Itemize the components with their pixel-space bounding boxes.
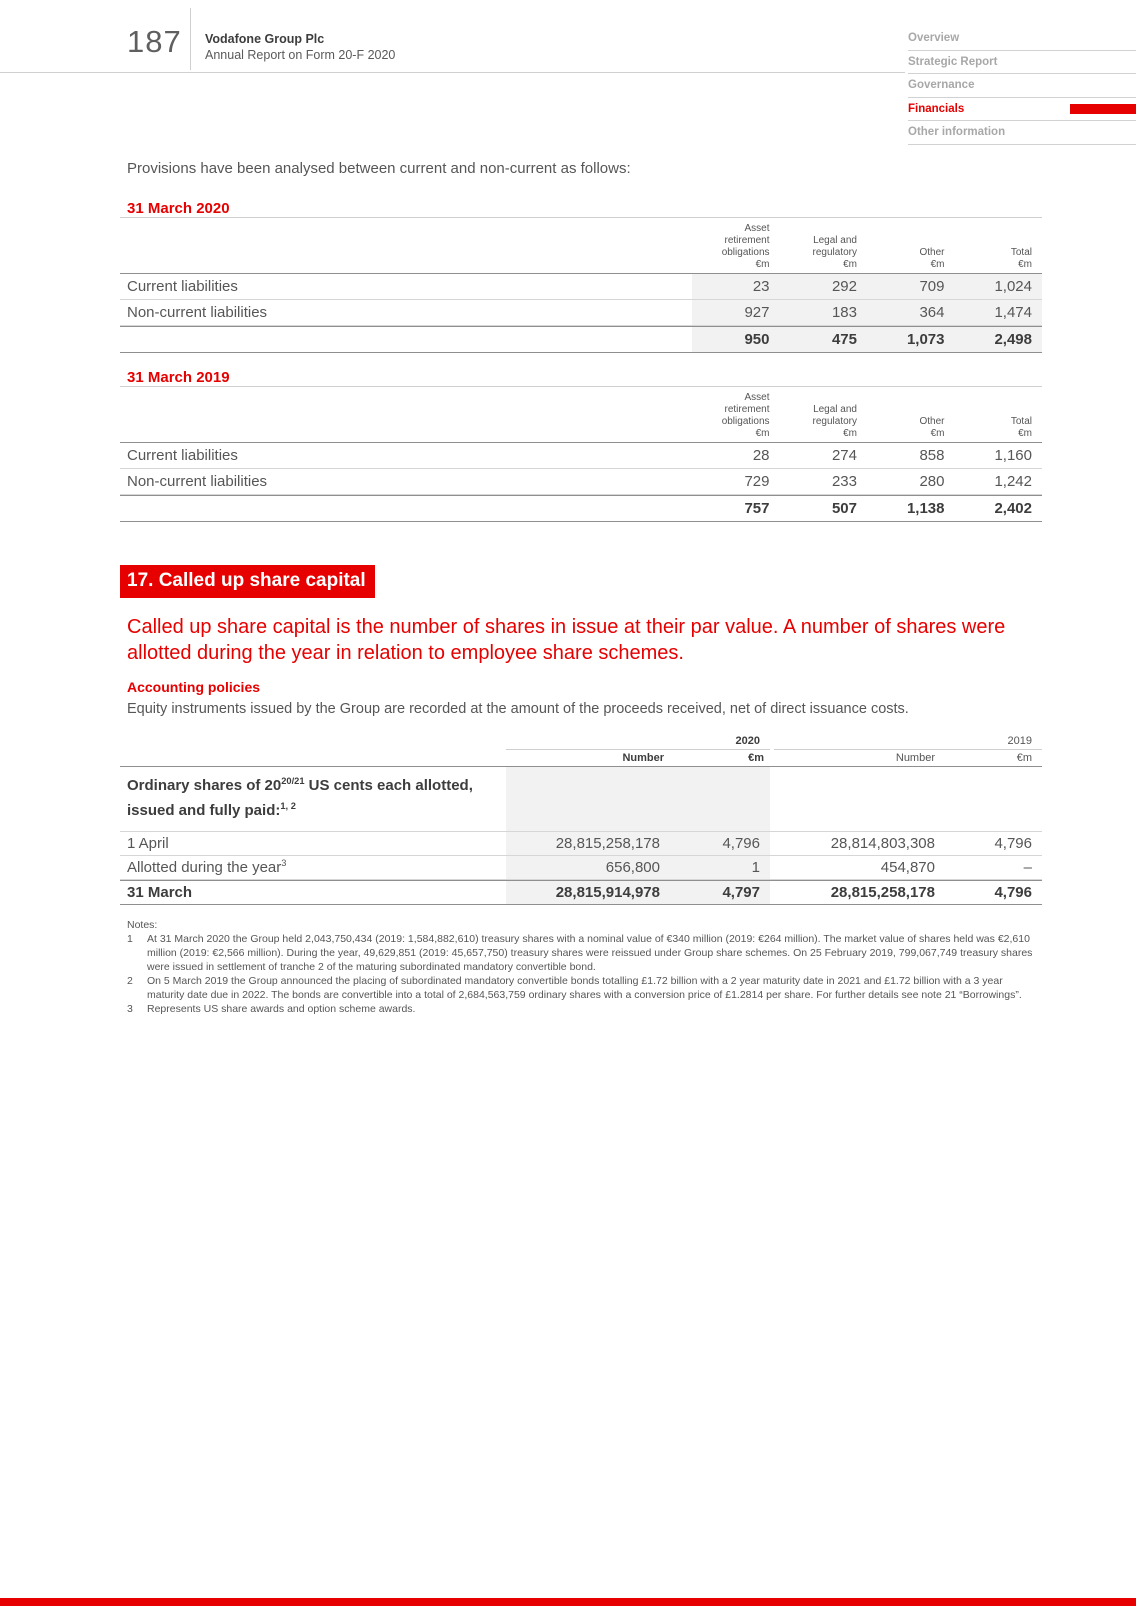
table-row-header [120,767,1042,832]
table-header-row [120,386,1042,443]
financials-indicator-bar [1070,104,1136,114]
cell-value: 858 [919,447,945,464]
cell-value: 4,797 [722,884,760,901]
row-label: Current liabilities [127,447,238,464]
footer-brand-bar [0,1598,1136,1606]
year-2020-label: 2020 [735,735,760,747]
row-header-label: Ordinary shares of $20^{20/21}$ US cents each allotted, issued and fully paid:$^{1, 2}$ [127,776,473,819]
cell-value: 28 [752,447,770,464]
nav-item-financials-label: Financials [908,102,965,115]
cell-value: 28,814,803,308 [830,835,935,852]
row-label [120,496,692,521]
column-header-eur-2019: €m [1016,752,1032,764]
row-label: Current liabilities [127,278,238,295]
cell-value: 1,024 [994,278,1032,295]
column-header: Other €m [919,416,945,439]
nav-item-strategic-report[interactable]: Strategic Report [908,51,1136,75]
year-group-underlines [120,749,1042,750]
cell-value: 2,498 [994,331,1032,348]
row-label: Non-current liabilities [127,473,268,490]
provisions-table-2020 [120,217,1042,353]
cell-value: 757 [744,500,770,517]
header-title [205,31,395,63]
cell-value: 454,870 [880,859,935,876]
share-capital-table [120,732,1042,905]
column-header-number-2019: Number [895,752,935,764]
cell-value: 475 [831,331,857,348]
cell-value: 1 [751,859,760,876]
table-2020-title: 31 March 2020 [127,200,230,217]
row-label [120,327,692,352]
cell-value: 1,160 [994,447,1032,464]
cell-value: 709 [919,278,945,295]
column-header: Asset retirement obligations €m [721,392,770,439]
column-header-number-2020: Number [622,752,664,764]
notes-section [120,918,1042,1016]
section-nav [908,27,1136,145]
row-label: 1 April [127,835,169,852]
cell-value: 28,815,914,978 [555,884,660,901]
table-total-row [120,326,1042,353]
cell-value: 364 [919,304,945,321]
company-name: Vodafone Group Plc [205,32,325,46]
section-17-heading: 17. Called up share capital [120,565,375,598]
provisions-table-2019 [120,386,1042,522]
report-title: Annual Report on Form 20-F 2020 [205,48,396,62]
fraction-superscript: 20/21 [281,776,305,786]
note-item [127,974,1042,1002]
cell-value: 280 [919,473,945,490]
page-number: 187 [127,24,182,59]
cell-value: 4,796 [994,835,1032,852]
note-ref-superscript: 3 [281,858,287,868]
cell-value: 28,815,258,178 [830,884,935,901]
table-2019-title: 31 March 2019 [127,369,230,386]
cell-value: 729 [744,473,770,490]
note-item [127,932,1042,974]
cell-value: 233 [831,473,857,490]
column-unit: €m [1018,259,1032,270]
note-text: On 5 March 2019 the Group announced the placing of subordinated mandatory convertible bonds totalling £1.72 billion with a 2 year maturity date in 2021 and £1.72 billion with a 3 year maturity date due in 2022. The bonds are convertible into a total of 2,684,563,759 ordinary shares with a conversion price of £1.2814 per share. For further details see note 21 “Borrowings”. [147,975,1022,1001]
column-unit: €m [755,259,770,270]
note-text: Represents US share awards and option scheme awards. [147,1003,416,1015]
section-17-summary: Called up share capital is the number of shares in issue at their par value. A number of shares were allotted during the year in relation to employee share schemes. [127,616,1006,664]
table-row [120,832,1042,856]
accounting-policies-heading: Accounting policies [127,679,261,695]
column-header: Legal and regulatory €m [812,404,857,439]
cell-value: 292 [831,278,857,295]
table-row [120,274,1042,300]
cell-value: 274 [831,447,857,464]
column-unit: €m [843,428,857,439]
column-header: Total €m [1010,247,1032,270]
cell-value: 28,815,258,178 [555,835,660,852]
nav-item-overview[interactable]: Overview [908,27,1136,51]
table-row [120,469,1042,495]
nav-item-financials[interactable] [908,98,1136,122]
row-label: 31 March [127,884,193,901]
cell-value: 1,242 [994,473,1032,490]
cell-value: 2,402 [994,500,1032,517]
column-header-eur-2020: €m [748,752,764,764]
note-number: 2 [127,975,133,987]
column-unit: €m [755,428,770,439]
cell-value: 507 [831,500,857,517]
nav-item-other-information[interactable]: Other information [908,121,1136,145]
column-header: Total €m [1010,416,1032,439]
table-row [120,300,1042,326]
table-total-row [120,495,1042,522]
cell-value: 1,073 [906,331,945,348]
column-header-row [120,750,1042,767]
year-2019-label: 2019 [1007,735,1032,747]
header-rule [0,72,905,73]
row-label: Allotted during the year$^3$ [127,858,287,876]
note-item [127,1002,1042,1016]
table-header-row [120,217,1042,274]
column-header: Legal and regulatory €m [812,235,857,270]
cell-value: 1,138 [906,500,945,517]
row-label: Non-current liabilities [127,304,268,321]
table-row [120,856,1042,880]
accounting-policies-body: Equity instruments issued by the Group are recorded at the amount of the proceeds received, net of direct issuance costs. [127,701,909,717]
column-unit: €m [930,428,945,439]
cell-value: 4,796 [994,884,1032,901]
column-unit: €m [1018,428,1032,439]
nav-item-governance[interactable]: Governance [908,74,1136,98]
provisions-intro-text: Provisions have been analysed between current and non-current as follows: [127,160,631,177]
cell-value: 927 [744,304,770,321]
note-ref-superscript: 1, 2 [280,801,296,811]
cell-value: 950 [744,331,770,348]
cell-value: 656,800 [605,859,660,876]
note-number: 1 [127,933,133,945]
note-text: At 31 March 2020 the Group held 2,043,750,434 (2019: 1,584,882,610) treasury shares with a nominal value of €340 million (2019: €264 million). The market value of shares held was €2,610 million (2019: €2,566 million). During the year, 49,629,851 (2019: 45,657,750) treasury shares were reissued under Group share schemes. On 25 February 2019, 799,067,749 treasury shares were issued in settlement of tranche 2 of the maturing subordinated mandatory convertible bond. [147,933,1033,973]
note-number: 3 [127,1003,133,1015]
cell-value: 4,796 [722,835,760,852]
notes-heading: Notes: [127,919,158,931]
main-content [120,160,1042,1016]
cell-value: 23 [752,278,770,295]
table-row [120,443,1042,469]
column-unit: €m [930,259,945,270]
column-header: Other €m [919,247,945,270]
cell-value: – [1023,859,1032,876]
column-unit: €m [843,259,857,270]
table-total-row [120,880,1042,905]
cell-value: 183 [831,304,857,321]
column-header: Asset retirement obligations €m [721,223,770,270]
year-header-row [120,732,1042,749]
header-divider [190,8,191,70]
cell-value: 1,474 [994,304,1032,321]
